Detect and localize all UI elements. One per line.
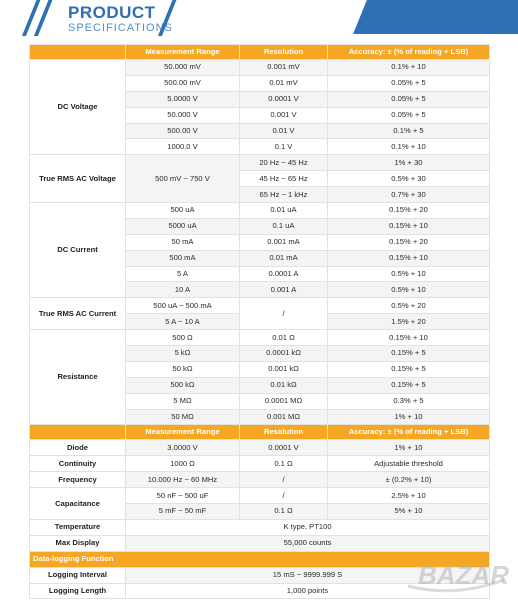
- accuracy-value: 1% + 30: [328, 155, 490, 171]
- resistance-label: Resistance: [30, 330, 126, 425]
- range-value: 500.00 mV: [126, 75, 240, 91]
- range-value: 500.00 V: [126, 123, 240, 139]
- accuracy-value: 0.15% + 5: [328, 346, 490, 362]
- range-value: 50 MΩ: [126, 409, 240, 425]
- frequency-band: 45 Hz ~ 65 Hz: [240, 171, 328, 187]
- range-value: 500 kΩ: [126, 377, 240, 393]
- range-value: 5 A: [126, 266, 240, 282]
- resolution-value: /: [240, 472, 328, 488]
- table-row: [30, 203, 490, 219]
- resolution-value: /: [240, 488, 328, 504]
- dc_voltage-label: DC Voltage: [30, 60, 126, 155]
- resolution-value: 0.01 uA: [240, 203, 328, 219]
- range-value: 50.000 V: [126, 107, 240, 123]
- resolution-value: 0.001 MΩ: [240, 409, 328, 425]
- page-subtitle: SPECIFICATIONS: [68, 22, 173, 34]
- watermark-text: BAZAR: [418, 560, 509, 590]
- frequency-band: 20 Hz ~ 45 Hz: [240, 155, 328, 171]
- col-header-resolution: Resolution: [240, 425, 328, 440]
- temperature-label: Temperature: [30, 519, 126, 535]
- resolution-value: 0.0001 kΩ: [240, 346, 328, 362]
- resolution-value: 0.01 kΩ: [240, 377, 328, 393]
- page-title: PRODUCT: [68, 3, 156, 22]
- logging_interval-label: Logging Interval: [30, 567, 126, 583]
- accuracy-value: 0.05% + 5: [328, 107, 490, 123]
- logging_interval-value: 15 mS ~ 9999.999 S: [126, 567, 490, 583]
- col-header-range: Measurement Range: [126, 45, 240, 60]
- accuracy-value: 0.15% + 5: [328, 361, 490, 377]
- range-value: 500 mV ~ 750 V: [126, 155, 240, 203]
- accuracy-value: 0.7% + 30: [328, 187, 490, 203]
- range-value: 5 MΩ: [126, 393, 240, 409]
- accuracy-value: 0.1% + 10: [328, 139, 490, 155]
- resolution-value: 0.0001 V: [240, 440, 328, 456]
- frequency-band: 65 Hz ~ 1 kHz: [240, 187, 328, 203]
- accuracy-value: ± (0.2% + 10): [328, 472, 490, 488]
- table-row: [30, 519, 490, 535]
- accuracy-value: Adjustable threshold: [328, 456, 490, 472]
- resolution-value: 0.001 mA: [240, 234, 328, 250]
- logging_length-label: Logging Length: [30, 583, 126, 599]
- diode-label: Diode: [30, 440, 126, 456]
- accuracy-value: 0.15% + 20: [328, 234, 490, 250]
- accuracy-value: 1.5% + 20: [328, 314, 490, 330]
- capacitance-label: Capacitance: [30, 488, 126, 520]
- accuracy-value: 0.5% + 10: [328, 282, 490, 298]
- accuracy-value: 2.5% + 10: [328, 488, 490, 504]
- resolution-value: 0.0001 V: [240, 91, 328, 107]
- table-row: [30, 330, 490, 346]
- range-value: 500 uA ~ 500 mA: [126, 298, 240, 314]
- header-blank-cell: [30, 45, 126, 60]
- range-value: 50 nF ~ 500 uF: [126, 488, 240, 504]
- accuracy-value: 0.15% + 10: [328, 330, 490, 346]
- range-value: 5 A ~ 10 A: [126, 314, 240, 330]
- dc_current-label: DC Current: [30, 203, 126, 298]
- resolution-value: 0.0001 MΩ: [240, 393, 328, 409]
- table-row: [30, 440, 490, 456]
- range-value: 500 Ω: [126, 330, 240, 346]
- accuracy-value: 1% + 10: [328, 409, 490, 425]
- resolution-value: 0.001 V: [240, 107, 328, 123]
- resolution-value: 0.01 V: [240, 123, 328, 139]
- watermark-logo: [404, 556, 510, 594]
- ac_voltage-label: True RMS AC Voltage: [30, 155, 126, 203]
- datalog-section-header: Data-logging Function: [30, 551, 490, 567]
- col-header-accuracy: Accuracy: ± (% of reading + LSB): [328, 425, 490, 440]
- frequency-label: Frequency: [30, 472, 126, 488]
- table-row: [30, 472, 490, 488]
- ac_current-label: True RMS AC Current: [30, 298, 126, 330]
- range-value: 5 mF ~ 50 mF: [126, 504, 240, 520]
- range-value: 10 A: [126, 282, 240, 298]
- max_display-value: 55,000 counts: [126, 535, 490, 551]
- accuracy-value: 0.1% + 10: [328, 60, 490, 76]
- accuracy-value: 0.5% + 30: [328, 171, 490, 187]
- accuracy-value: 0.5% + 10: [328, 266, 490, 282]
- accuracy-value: 0.05% + 5: [328, 75, 490, 91]
- table-row: [30, 456, 490, 472]
- range-value: 1000.0 V: [126, 139, 240, 155]
- range-value: 500 mA: [126, 250, 240, 266]
- range-value: 3.0000 V: [126, 440, 240, 456]
- resolution-value: 0.001 kΩ: [240, 361, 328, 377]
- range-value: 1000 Ω: [126, 456, 240, 472]
- accuracy-value: 0.5% + 20: [328, 298, 490, 314]
- range-value: 50.000 mV: [126, 60, 240, 76]
- resolution-value: 0.1 V: [240, 139, 328, 155]
- range-value: 5.0000 V: [126, 91, 240, 107]
- accuracy-value: 0.1% + 5: [328, 123, 490, 139]
- resolution-value: 0.01 Ω: [240, 330, 328, 346]
- spec-table: [29, 44, 490, 599]
- max_display-label: Max Display: [30, 535, 126, 551]
- resolution-value: 0.01 mA: [240, 250, 328, 266]
- table-row: [30, 60, 490, 76]
- col-header-accuracy: Accuracy: ± (% of reading + LSB): [328, 45, 490, 60]
- table-row: [30, 425, 490, 440]
- range-value: 5000 uA: [126, 218, 240, 234]
- table-row: [30, 45, 490, 60]
- accuracy-value: 0.15% + 5: [328, 377, 490, 393]
- resolution-value: 0.1 Ω: [240, 504, 328, 520]
- table-row: [30, 488, 490, 504]
- range-value: 500 uA: [126, 203, 240, 219]
- accuracy-value: 0.15% + 10: [328, 218, 490, 234]
- resolution-value: 0.0001 A: [240, 266, 328, 282]
- table-row: [30, 155, 490, 171]
- temperature-value: K type, PT100: [126, 519, 490, 535]
- header-blank-cell: [30, 425, 126, 440]
- accuracy-value: 1% + 10: [328, 440, 490, 456]
- resolution-value: /: [240, 298, 328, 330]
- col-header-resolution: Resolution: [240, 45, 328, 60]
- accuracy-value: 0.15% + 20: [328, 203, 490, 219]
- resolution-value: 0.001 A: [240, 282, 328, 298]
- accuracy-value: 5% + 10: [328, 504, 490, 520]
- range-value: 5 kΩ: [126, 346, 240, 362]
- range-value: 10.000 Hz ~ 60 MHz: [126, 472, 240, 488]
- resolution-value: 0.1 uA: [240, 218, 328, 234]
- resolution-value: 0.01 mV: [240, 75, 328, 91]
- continuity-label: Continuity: [30, 456, 126, 472]
- logging_length-value: 1,000 points: [126, 583, 490, 599]
- resolution-value: 0.001 mV: [240, 60, 328, 76]
- accuracy-value: 0.3% + 5: [328, 393, 490, 409]
- table-row: [30, 298, 490, 314]
- range-value: 50 kΩ: [126, 361, 240, 377]
- table-row: [30, 535, 490, 551]
- range-value: 50 mA: [126, 234, 240, 250]
- col-header-range: Measurement Range: [126, 425, 240, 440]
- page-header: [0, 0, 518, 40]
- resolution-value: 0.1 Ω: [240, 456, 328, 472]
- accuracy-value: 0.05% + 5: [328, 91, 490, 107]
- header-blue-banner: [353, 0, 518, 34]
- accuracy-value: 0.15% + 10: [328, 250, 490, 266]
